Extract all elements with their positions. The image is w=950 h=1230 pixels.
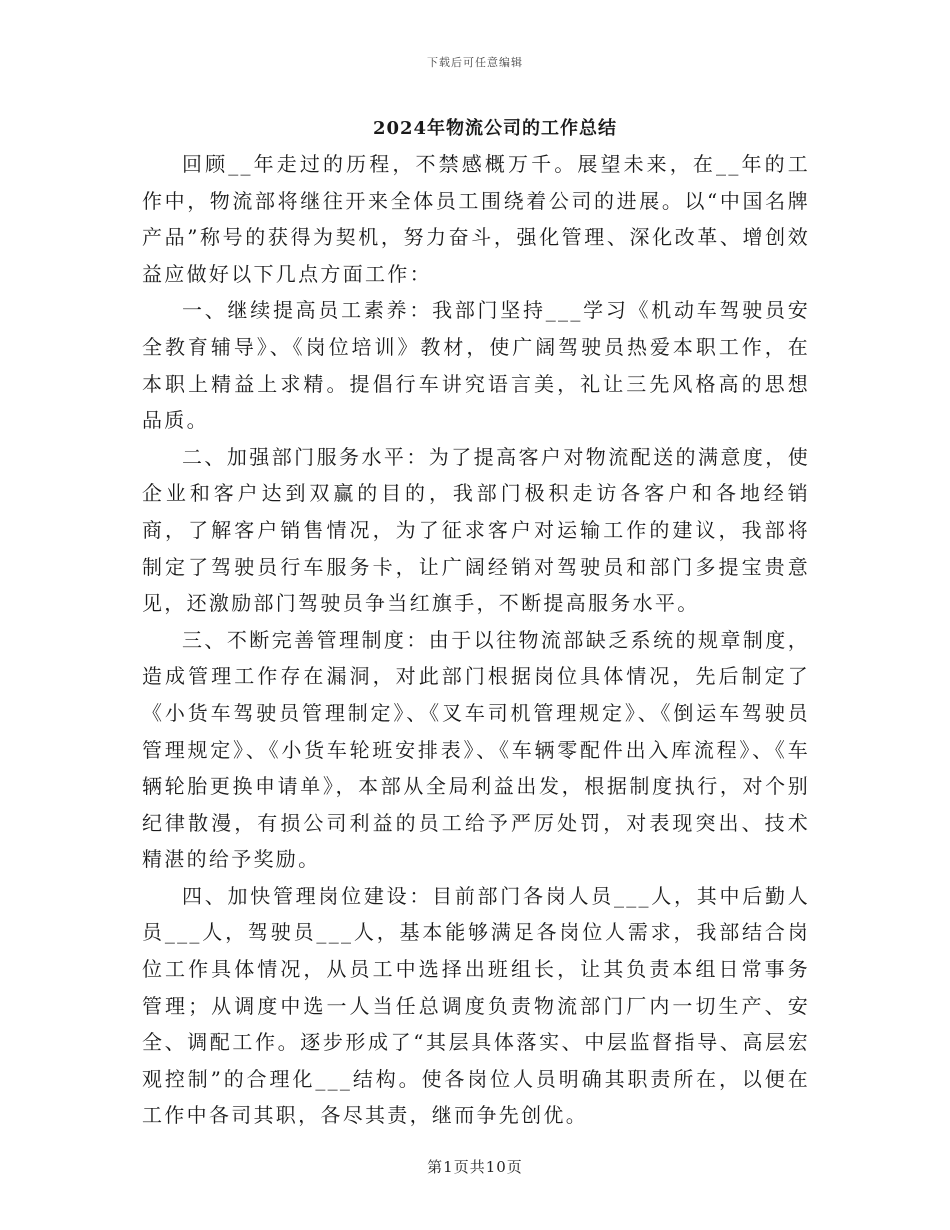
paragraph-intro: 回顾__年走过的历程，不禁感概万千。展望未来，在__年的工作中，物流部将继往开来全体员工围绕着公司的进展。以“中国名牌产品”称号的获得为契机，努力奋斗，强化管理、深化改革、增创效益应做好以下几点方面工作： <box>142 152 810 286</box>
document-body <box>142 146 810 1134</box>
paragraph-section-4: 四、加快管理岗位建设：目前部门各岗人员___人，其中后勤人员___人，驾驶员___人，基本能够满足各岗位人需求，我部结合岗位工作具体情况，从员工中选择出班组长，让其负责本组日常事务管理；从调度中选一人当任总调度负责物流部门厂内一切生产、安全、调配工作。逐步形成了“其层具体落实、中层监督指导、高层宏观控制”的合理化___结构。使各岗位人员明确其职责所在，以便在工作中各司其职，各尽其责，继而争先创优。 <box>142 883 810 1128</box>
header-note: 下载后可任意编辑 <box>427 56 523 69</box>
paragraph-section-2: 二、加强部门服务水平：为了提高客户对物流配送的满意度，使企业和客户达到双赢的目的，我部门极积走访各客户和各地经销商，了解客户销售情况，为了征求客户对运输工作的建议，我部将制定了驾驶员行车服务卡，让广阔经销对驾驶员和部门多提宝贵意见，还激励部门驾驶员争当红旗手，不断提高服务水平。 <box>142 444 810 616</box>
paragraph-section-1: 一、继续提高员工素养：我部门坚持___学习《机动车驾驶员安全教育辅导》、《岗位培训》教材，使广阔驾驶员热爱本职工作，在本职上精益上求精。提倡行车讲究语言美，礼让三先风格高的思想品质。 <box>142 298 810 433</box>
paragraph-section-3: 三、不断完善管理制度：由于以往物流部缺乏系统的规章制度，造成管理工作存在漏洞，对此部门根据岗位具体情况，先后制定了《小货车驾驶员管理制定》、《叉车司机管理规定》、《倒运车驾驶员管理规定》、《小货车轮班安排表》、《车辆零配件出入库流程》、《车辆轮胎更换申请单》，本部从全局利益出发，根据制度执行，对个别纪律散漫，有损公司利益的员工给予严厉处罚，对表现突出、技术精湛的给予奖励。 <box>142 627 810 872</box>
document-title: 2024年物流公司的工作总结 <box>372 118 618 139</box>
page-number: 第1页共10页 <box>427 1158 523 1176</box>
